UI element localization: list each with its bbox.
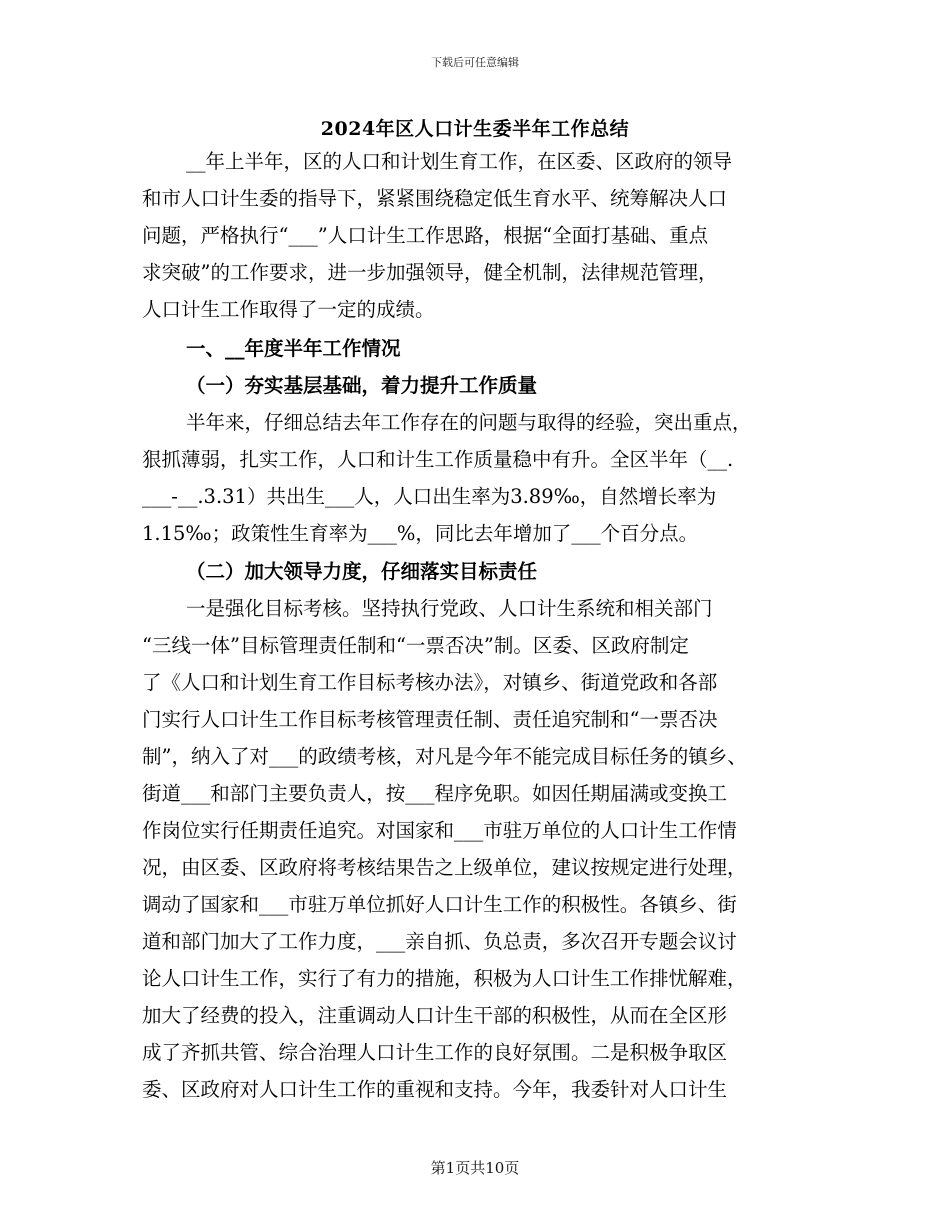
paragraph-line: 门实行人口计生工作目标考核管理责任制、责任追究制和“一票否决 [142, 708, 718, 731]
paragraph-line: 一是强化目标考核。坚持执行党政、人口计生系统和相关部门 [186, 597, 713, 620]
document-title: 2024年区人口计生委半年工作总结 [320, 118, 630, 140]
paragraph-line: 道和部门加大了工作力度，___亲自抓、负总责，多次召开专题会议讨 [142, 930, 737, 953]
paragraph-line: 问题，严格执行“___”人口计生工作思路，根据“全面打基础、重点 [142, 224, 709, 247]
subsection-heading: （二）加大领导力度，仔细落实目标责任 [186, 560, 538, 583]
paragraph-line: 求突破”的工作要求，进一步加强领导，健全机制，法律规范管理， [142, 261, 718, 284]
paragraph-line: 半年来，仔细总结去年工作存在的问题与取得的经验，突出重点， [186, 411, 752, 434]
section-heading: 一、__年度半年工作情况 [186, 337, 401, 360]
paragraph-line: 和市人口计生委的指导下，紧紧围绕稳定低生育水平、统筹解决人口 [142, 187, 728, 210]
page-number: 第1页共10页 [430, 1159, 520, 1177]
paragraph-line: “三线一体”目标管理责任制和“一票否决”制。区委、区政府制定 [142, 634, 689, 657]
paragraph-line: 成了齐抓共管、综合治理人口计生工作的良好氛围。二是积极争取区 [142, 1041, 728, 1064]
paragraph-line: 狠抓薄弱，扎实工作，人口和计生工作质量稳中有升。全区半年（__. [142, 448, 734, 471]
paragraph-line: 委、区政府对人口计生工作的重视和支持。今年，我委针对人口计生 [142, 1078, 728, 1101]
paragraph-line: __年上半年，区的人口和计划生育工作，在区委、区政府的领导 [186, 150, 733, 173]
paragraph-line: 况，由区委、区政府将考核结果告之上级单位，建议按规定进行处理， [142, 856, 747, 879]
paragraph-line: ___-__.3.31）共出生___人，人口出生率为3.89‰，自然增长率为 [142, 485, 717, 508]
paragraph-line: 加大了经费的投入，注重调动人口计生干部的积极性，从而在全区形 [142, 1004, 728, 1027]
paragraph-line: 街道___和部门主要负责人，按___程序免职。如因任期届满或变换工 [142, 782, 728, 805]
paragraph-line: 调动了国家和___市驻万单位抓好人口计生工作的积极性。各镇乡、街 [142, 893, 737, 916]
paragraph-line: 人口计生工作取得了一定的成绩。 [142, 298, 435, 321]
page-header: 下载后可任意编辑 [431, 56, 519, 69]
paragraph-line: 制”，纳入了对___的政绩考核，对凡是今年不能完成目标任务的镇乡、 [142, 745, 747, 768]
subsection-heading: （一）夯实基层基础，着力提升工作质量 [186, 374, 538, 397]
paragraph-line: 作岗位实行任期责任追究。对国家和___市驻万单位的人口计生工作情 [142, 819, 737, 842]
paragraph-line: 论人口计生工作，实行了有力的措施，积极为人口计生工作排忧解难， [142, 967, 747, 990]
paragraph-line: 了《人口和计划生育工作目标考核办法》，对镇乡、街道党政和各部 [142, 671, 718, 694]
paragraph-line: 1.15‰；政策性生育率为___%，同比去年增加了___个百分点。 [142, 522, 699, 545]
